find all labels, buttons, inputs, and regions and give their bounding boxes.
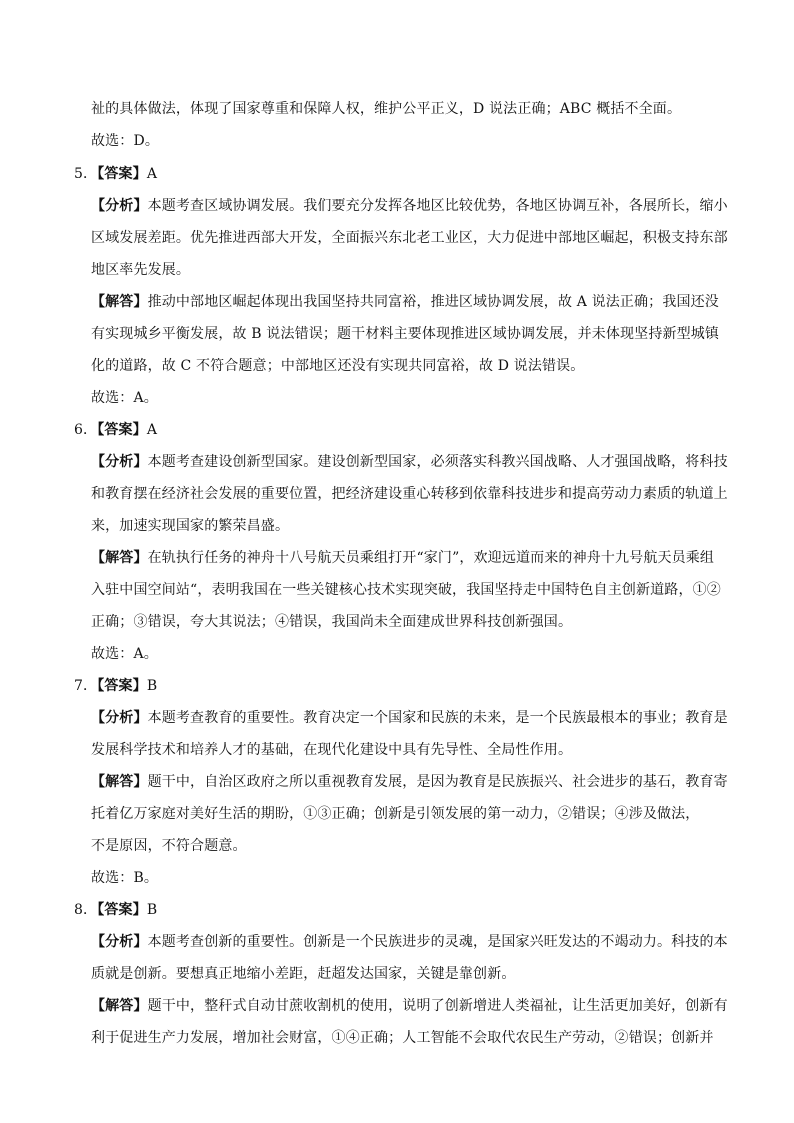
q7-solution-text: 不是原因，不符合题意。 [91, 838, 247, 854]
q8-analysis-text: 本题考查创新的重要性。创新是一个民族进步的灵魂，是国家兴旺发达的不竭动力。科技的本 [147, 934, 728, 950]
q8-number: 8． [74, 902, 98, 918]
q7-answer: B [146, 678, 158, 694]
q6-number: 6． [74, 422, 98, 438]
analysis-label: 【分析】 [91, 198, 148, 214]
q5-analysis-line [91, 196, 728, 216]
solution-label: 【解答】 [91, 998, 148, 1014]
q7-analysis-text: 发展科学技术和培养人才的基础，在现代化建设中具有先导性、全局性作用。 [91, 742, 573, 758]
q6-solution-line [91, 548, 714, 568]
q6-solution-text: 正确；③错误，夸大其说法；④错误，我国尚未全面建成世界科技创新强国。 [91, 614, 573, 630]
q7-analysis-line [91, 708, 728, 728]
q8-solution-text: 题干中，整秆式自动甘蔗收割机的使用，说明了创新增进人类福祉，让生活更加美好，创新有 [147, 998, 728, 1014]
solution-label: 【解答】 [91, 550, 148, 566]
q7-answer-line [74, 676, 157, 696]
q7-solution-line [91, 772, 728, 792]
q6-analysis-line [91, 452, 728, 472]
q5-answer-line [74, 164, 157, 184]
q8-analysis-text: 质就是创新。要想真正地缩小差距，赶超发达国家，关键是靠创新。 [91, 966, 516, 982]
q7-solution-text: 题干中，自治区政府之所以重视教育发展，是因为教育是民族振兴、社会进步的基石，教育寄 [147, 774, 728, 790]
q8-solution-text: 利于促进生产力发展，增加社会财富，①④正确；人工智能不会取代农民生产劳动，②错误；创新并 [91, 1030, 714, 1046]
q5-answer: A [146, 166, 158, 182]
q8-solution-line [91, 996, 728, 1016]
q5-analysis-text: 地区率先发展。 [91, 262, 191, 278]
q7-number: 7． [74, 678, 98, 694]
q7-analysis-text: 本题考查教育的重要性。教育决定一个国家和民族的未来，是一个民族最根本的事业；教育是 [147, 710, 728, 726]
q5-solution-text: 化的道路，故 C 不符合题意；中部地区还没有实现共同富裕，故 D 说法错误。 [91, 358, 585, 374]
q6-analysis-text: 来，加速实现国家的繁荣昌盛。 [91, 518, 290, 534]
q8-answer-line [74, 900, 157, 920]
q6-solution-text: 在轨执行任务的神舟十八号航天员乘组打开“家门”，欢迎远道而来的神舟十九号航天员乘组 [147, 550, 715, 566]
q5-choice: 故选：A。 [91, 390, 158, 406]
answer-label: 【答案】 [97, 166, 147, 182]
q8-analysis-line [91, 932, 728, 952]
solution-label: 【解答】 [91, 294, 148, 310]
q6-answer: A [146, 422, 158, 438]
q5-solution-line [91, 292, 719, 312]
solution-label: 【解答】 [91, 774, 148, 790]
q6-analysis-text: 本题考查建设创新型国家。建设创新型国家，必须落实科教兴国战略、人才强国战略，将科技 [147, 454, 728, 470]
q8-answer: B [146, 902, 158, 918]
analysis-label: 【分析】 [91, 454, 148, 470]
analysis-label: 【分析】 [91, 710, 148, 726]
answer-label: 【答案】 [97, 902, 147, 918]
q7-choice: 故选：B。 [91, 870, 159, 886]
prev-choice: 故选：D。 [91, 133, 159, 149]
q5-analysis-text: 本题考查区域协调发展。我们要充分发挥各地区比较优势，各地区协调互补，各展所长，缩小 [147, 198, 728, 214]
q5-solution-text: 推动中部地区崛起体现出我国坚持共同富裕，推进区域协调发展，故 A 说法正确；我国还没 [147, 294, 719, 310]
q7-solution-text: 托着亿万家庭对美好生活的期盼，①③正确；创新是引领发展的第一动力，②错误；④涉及做法， [91, 806, 700, 822]
q6-answer-line [74, 420, 157, 440]
q6-solution-text: 入驻中国空间站“，表明我国在一些关键核心技术实现突破，我国坚持走中国特色自主创新道路，①② [91, 582, 721, 598]
answer-label: 【答案】 [97, 422, 147, 438]
q5-number: 5． [74, 166, 98, 182]
answer-label: 【答案】 [97, 678, 147, 694]
continuation-line: 祉的具体做法，体现了国家尊重和保障人权，维护公平正义，D 说法正确；ABC 概括不全面。 [91, 101, 682, 117]
q5-analysis-text: 区域发展差距。优先推进西部大开发，全面振兴东北老工业区，大力促进中部地区崛起，积极支持东部 [91, 230, 728, 246]
q6-analysis-text: 和教育摆在经济社会发展的重要位置，把经济建设重心转移到依靠科技进步和提高劳动力素质的轨道上 [91, 486, 728, 502]
analysis-label: 【分析】 [91, 934, 148, 950]
q5-solution-text: 有实现城乡平衡发展，故 B 说法错误；题干材料主要体现推进区域协调发展，并未体现坚持新型城镇 [91, 326, 720, 342]
q6-choice: 故选：A。 [91, 646, 158, 662]
